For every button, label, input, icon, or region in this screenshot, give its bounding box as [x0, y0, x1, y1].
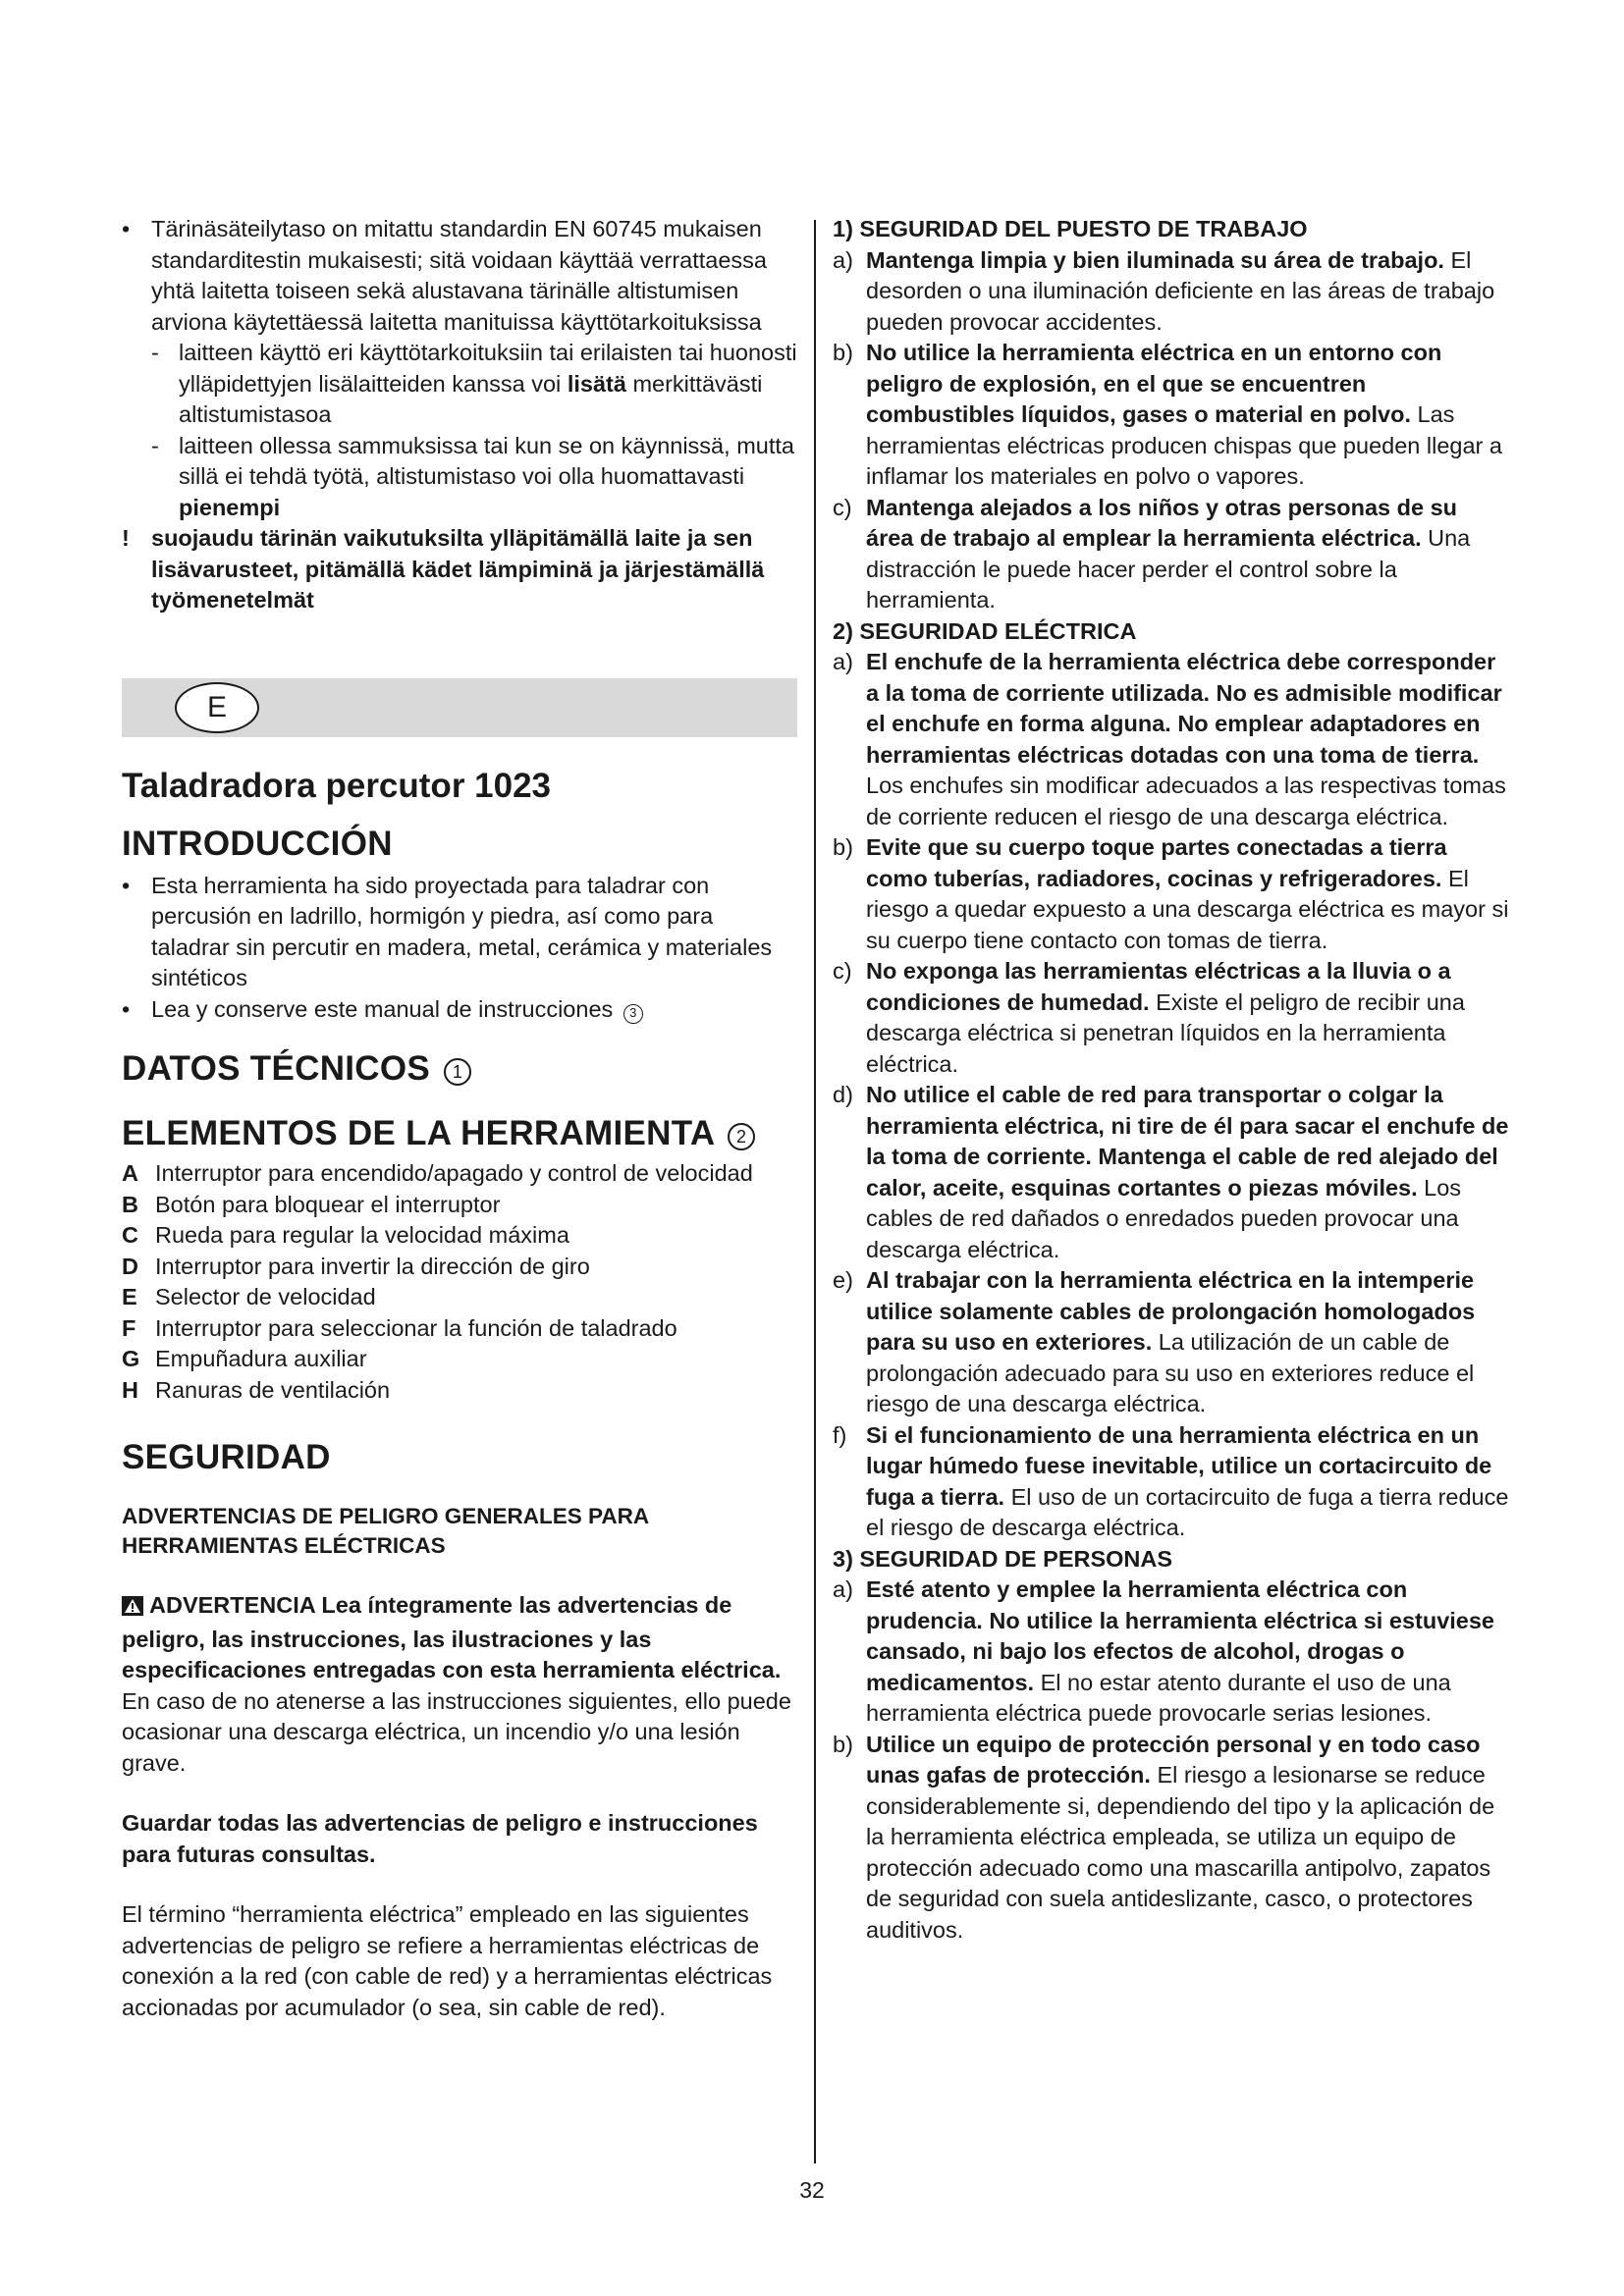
item-text: El no estar atento durante el uso de una herramienta eléctrica puede provocarle serias lesiones. — [866, 1669, 1451, 1726]
list-item — [833, 1420, 1510, 1544]
figure-ref-badge: 2 — [728, 1123, 755, 1150]
item-text: El uso de un cortacircuito de fuga a tierra reduce el riesgo de descarga eléctrica. — [866, 1483, 1509, 1540]
part-text: Interruptor para seleccionar la función de taladrado — [155, 1314, 677, 1341]
page-title: Taladradora percutor 1023 — [122, 766, 552, 805]
bullet-mark: • — [122, 216, 131, 241]
item-mark: d) — [833, 1082, 853, 1107]
section-1-heading: 1) SEGURIDAD DEL PUESTO DE TRABAJO — [833, 216, 1308, 241]
list-item — [833, 1575, 1510, 1730]
datos-heading-text: DATOS TÉCNICOS — [122, 1049, 431, 1088]
fi-sub2-bold: pienempi — [179, 494, 281, 520]
item-bold: Si el funcionamiento de una herramienta eléctrica en un lugar húmedo fuese inevitable, utilice un cortacircuito de fuga a tierra. — [866, 1421, 1492, 1510]
item-text: Una distracción le puede hacer perder el control sobre la herramienta. — [866, 525, 1471, 613]
intro-bullet-1-text: Esta herramienta ha sido proyectada para taladrar con percusión en ladrillo, hormigón y piedra, así como para taladrar sin percutir en madera, metal, cerámica y materiales sintéticos — [151, 872, 773, 990]
bullet-mark: • — [122, 995, 131, 1022]
fi-sub1-bold: lisätä — [567, 370, 626, 397]
list-item — [833, 1080, 1510, 1265]
list-item — [833, 1265, 1510, 1420]
language-badge — [175, 682, 259, 733]
parts-list-item — [122, 1220, 797, 1252]
item-bold: No exponga las herramientas eléctricas a la lluvia o a condiciones de humedad. — [866, 958, 1451, 1015]
part-letter: H — [122, 1376, 138, 1403]
list-item — [833, 245, 1510, 339]
item-text: El desorden o una iluminación deficiente en las áreas de trabajo pueden provocar accidentes. — [866, 246, 1495, 335]
list-item — [833, 647, 1510, 832]
item-mark: a) — [833, 1576, 853, 1602]
intro-bullet-2-text: Lea y conserve este manual de instrucciones — [151, 995, 614, 1022]
right-column — [833, 214, 1510, 1946]
parts-list-item — [122, 1190, 797, 1221]
item-mark: e) — [833, 1267, 853, 1293]
item-text: El riesgo a lesionarse se reduce considerablemente si, dependiendo del tipo y la aplicación de la herramienta eléctrica empleada, se utiliza un equipo de protección adecuado como una mascarilla antipolvo, zapatos de seguridad con suela antideslizante, casco, o protectores auditivos. — [866, 1762, 1495, 1943]
intro-bullet-2 — [122, 994, 797, 1026]
part-letter: D — [122, 1253, 138, 1279]
part-text: Interruptor para encendido/apagado y control de velocidad — [155, 1160, 753, 1186]
left-column — [122, 214, 797, 2023]
part-letter: F — [122, 1314, 136, 1341]
page-number: 32 — [799, 2177, 825, 2203]
item-mark: b) — [833, 834, 853, 860]
item-mark: a) — [833, 649, 853, 674]
item-bold: Esté atento y emplee la herramienta eléctrica con prudencia. No utilice la herramienta eléctrica si estuviese cansado, ni bajo los efectos de alcohol, drogas o medicamentos. — [866, 1576, 1494, 1695]
section-3-heading: 3) SEGURIDAD DE PERSONAS — [833, 1545, 1173, 1572]
item-text: Existe el peligro de recibir una descarga eléctrica si penetran líquidos en la herramienta eléctrica. — [866, 988, 1465, 1077]
warning-text: En caso de no atenerse a las instrucciones siguientes, ello puede ocasionar una descarga eléctrica, un incendio y/o una lesión grave. — [122, 1687, 791, 1776]
section-2-heading: 2) SEGURIDAD ELÉCTRICA — [833, 617, 1137, 644]
part-letter: E — [122, 1284, 137, 1309]
guardar-paragraph: Guardar todas las advertencias de peligro e instrucciones para futuras consultas. — [122, 1810, 758, 1867]
fi-sub2-text: laitteen ollessa sammuksissa tai kun se on käynnissä, mutta sillä ei tehdä työtä, altistumistaso voi olla huomattavasti — [179, 432, 794, 489]
item-mark: c) — [833, 958, 852, 984]
figure-ref-badge: 3 — [623, 1004, 643, 1024]
item-bold: No utilice la herramienta eléctrica en un entorno con peligro de explosión, en el que se encuentren combustibles líquidos, gases o material en polvo. — [866, 340, 1442, 427]
dash-mark: - — [151, 432, 159, 458]
list-item — [833, 493, 1510, 616]
part-letter: A — [122, 1160, 138, 1186]
seguridad-heading: SEGURIDAD — [122, 1438, 331, 1476]
part-text: Selector de velocidad — [155, 1284, 376, 1309]
item-mark: b) — [833, 1731, 853, 1757]
figure-ref-badge: 1 — [444, 1058, 471, 1086]
warning-paragraph — [122, 1590, 797, 1779]
item-bold: Mantenga alejados a los niños y otras personas de su área de trabajo al emplear la herramienta eléctrica. — [866, 494, 1458, 551]
item-text: Las herramientas eléctricas producen chispas que pueden llegar a inflamar los materiales en polvo o vapores. — [866, 401, 1502, 489]
intro-heading: INTRODUCCIÓN — [122, 824, 393, 863]
item-text: Los enchufes sin modificar adecuados a las respectivas tomas de corriente reducen el riesgo de una descarga eléctrica. — [866, 773, 1506, 829]
warning-bold-text: ADVERTENCIA Lea íntegramente las advertencias de peligro, las instrucciones, las ilustraciones y las especificaciones entregadas con esta herramienta eléctrica. — [122, 1592, 782, 1682]
fi-sub1-text: laitteen käyttö eri käyttötarkoituksiin tai erilaisten tai huonosti ylläpidettyjen lisälaitteiden kanssa voi — [179, 340, 797, 397]
dash-mark: - — [151, 340, 159, 365]
parts-list — [122, 1158, 797, 1406]
elementos-heading — [122, 1111, 797, 1156]
part-text: Rueda para regular la velocidad máxima — [155, 1222, 569, 1248]
fi-bullet — [122, 214, 797, 338]
item-bold: No utilice el cable de red para transportar o colgar la herramienta eléctrica, ni tire de él para sacar el enchufe de la toma de corriente. Mantenga el cable de red alejado del calor, aceite, esquinas cortantes o piezas móviles. — [866, 1082, 1509, 1201]
parts-list-item — [122, 1158, 797, 1190]
exclamation-mark: ! — [122, 525, 130, 551]
item-text: La utilización de un cable de prolongación adecuado para su uso en exteriores reduce el riesgo de una descarga eléctrica. — [866, 1329, 1475, 1416]
fi-sub1-tail: merkittävästi altistumistasoa — [179, 370, 763, 427]
language-bar — [122, 678, 797, 737]
intro-bullet-1 — [122, 871, 797, 994]
part-text: Ranuras de ventilación — [155, 1376, 391, 1403]
item-bold: Al trabajar con la herramienta eléctrica en la intemperie utilice solamente cables de prolongación homologados para su uso en exteriores. — [866, 1267, 1476, 1355]
item-text: Los cables de red dañados o enredados pueden provocar una descarga eléctrica. — [866, 1174, 1462, 1262]
fi-sub-item-1 — [122, 338, 797, 431]
item-bold: Mantenga limpia y bien iluminada su área de trabajo. — [866, 246, 1444, 273]
item-mark: b) — [833, 340, 853, 365]
item-bold: El enchufe de la herramienta eléctrica debe corresponder a la toma de corriente utilizada. No es admisible modificar el enchufe en forma alguna. No emplear adaptadores en herramientas eléctricas dotadas con una toma de tierra. — [866, 649, 1502, 768]
part-text: Botón para bloquear el interruptor — [155, 1191, 501, 1217]
warning-triangle-icon — [122, 1593, 143, 1625]
part-text: Empuñadura auxiliar — [155, 1346, 367, 1371]
item-mark: a) — [833, 246, 853, 273]
fi-warning-text: suojaudu tärinän vaikutuksilta ylläpitämällä laite ja sen lisävarusteet, pitämällä kädet lämpiminä ja järjestämällä työmenetelmät — [151, 525, 765, 613]
item-bold: Utilice un equipo de protección personal y en todo caso unas gafas de protección. — [866, 1731, 1481, 1788]
part-letter: C — [122, 1222, 138, 1248]
item-mark: f) — [833, 1421, 847, 1448]
language-code: E — [206, 690, 227, 723]
part-letter: B — [122, 1191, 138, 1217]
item-bold: Evite que su cuerpo toque partes conectadas a tierra como tuberías, radiadores, cocinas y refrigeradores. — [866, 834, 1447, 891]
item-mark: c) — [833, 494, 852, 520]
bullet-mark: • — [122, 872, 131, 898]
list-item — [833, 338, 1510, 493]
datos-heading — [122, 1046, 797, 1092]
parts-list-item — [122, 1313, 797, 1345]
parts-list-item — [122, 1375, 797, 1407]
part-letter: G — [122, 1346, 140, 1371]
list-item — [833, 1730, 1510, 1947]
part-text: Interruptor para invertir la dirección de giro — [155, 1253, 590, 1279]
elementos-heading-text: ELEMENTOS DE LA HERRAMIENTA — [122, 1114, 715, 1152]
parts-list-item — [122, 1252, 797, 1283]
seguridad-subheading: ADVERTENCIAS DE PELIGRO GENERALES PARA HERRAMIENTAS ELÉCTRICAS — [122, 1504, 649, 1558]
fi-bullet-text: Tärinäsäteilytaso on mitattu standardin EN 60745 mukaisen standarditestin mukaisesti; sitä voidaan käyttää verrattaessa yhtä laitetta toiseen sekä alustavana tärinälle altistumisen arviona käytettäessä laitetta manituissa käyttötarkoituksissa — [151, 216, 767, 335]
fi-warning — [122, 523, 797, 616]
list-item — [833, 956, 1510, 1080]
parts-list-item — [122, 1344, 797, 1375]
parts-list-item — [122, 1282, 797, 1313]
item-text: El riesgo a quedar expuesto a una descarga eléctrica es mayor si su cuerpo tiene contacto con tomas de tierra. — [866, 865, 1509, 953]
fi-sub-item-2 — [122, 431, 797, 524]
column-divider — [814, 220, 816, 2163]
list-item — [833, 832, 1510, 956]
termino-paragraph: El término “herramienta eléctrica” empleado en las siguientes advertencias de peligro se refiere a herramientas eléctricas de conexión a la red (con cable de red) y a herramientas eléctricas accionadas por acumulador (o sea, sin cable de red). — [122, 1901, 773, 2020]
